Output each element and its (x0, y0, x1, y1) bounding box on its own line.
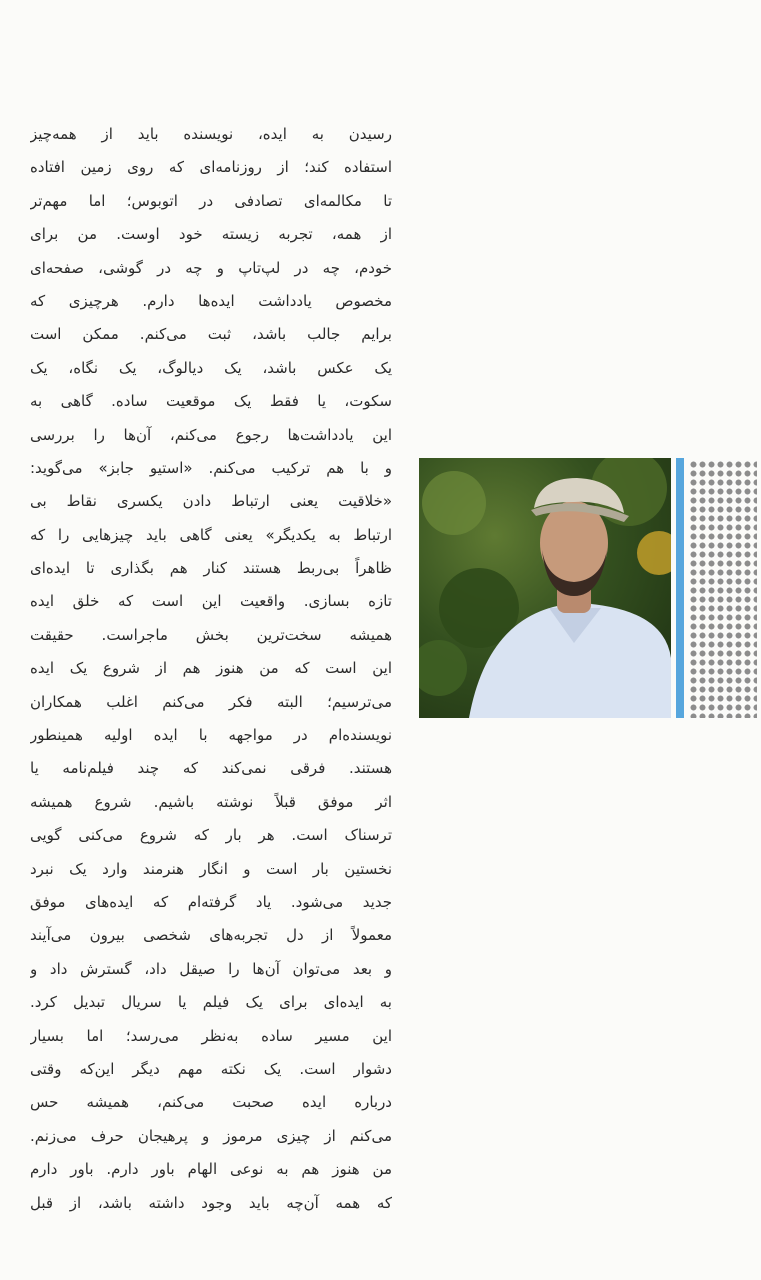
article-line: این است که من هنوز هم از شروع یک ایده (30, 659, 392, 678)
article-line: نویسنده‌ام در مواجهه با ایده اولیه همینطور (30, 726, 392, 745)
article-line: من هنوز هم به نوعی الهام باور دارم. باور دارم (30, 1160, 392, 1179)
article-line: اثر موفق قبلاً نوشته باشیم. شروع همیشه (30, 792, 392, 811)
article-line: «خلاقیت یعنی ارتباط دادن یکسری نقاط بی (30, 492, 392, 511)
article-line: تازه بسازی. واقعیت این است که خلق ایده (30, 592, 392, 611)
article-line: می‌ترسیم؛ البته فکر می‌کنم اغلب همکاران (30, 692, 392, 711)
article-line: برایم جالب باشد، ثبت می‌کنم. ممکن است (30, 325, 392, 344)
article-line: و بعد می‌توان آن‌ها را صیقل داد، گسترش داد و (30, 959, 392, 978)
article-line: خودم، چه در لپ‌تاپ و چه در گوشی، صفحه‌ای (30, 258, 392, 277)
article-line: همیشه سخت‌ترین بخش ماجراست. حقیقت (30, 625, 392, 644)
article-line: یک عکس باشد، یک دیالوگ، یک نگاه، یک (30, 358, 392, 377)
article-line: هستند. فرقی نمی‌کند که چند فیلم‌نامه یا (30, 759, 392, 778)
article-line: درباره ایده صحبت می‌کنم، همیشه حس (30, 1093, 392, 1112)
article-line: به ایده‌ای برای یک فیلم یا سریال تبدیل کرد. (30, 993, 392, 1012)
article-line: می‌کنم از چیزی مرموز و پرهیجان حرف می‌زنم. (30, 1126, 392, 1145)
author-photo (419, 458, 671, 718)
article-line: رسیدن به ایده، نویسنده باید از همه‌چیز (30, 125, 392, 143)
article-line: دشوار است. یک نکته مهم دیگر این‌که وقتی (30, 1059, 392, 1078)
article-line: تا مکالمه‌ای تصادفی در اتوبوس؛ اما مهم‌تر (30, 191, 392, 210)
article-line: ظاهراً بی‌ربط هستند کنار هم بگذاری تا ایده‌ای (30, 559, 392, 578)
article-line: این یادداشت‌ها رجوع می‌کنم، آن‌ها را بررسی (30, 425, 392, 444)
article-line: از همه، تجربه زیسته خود اوست. من برای (30, 225, 392, 244)
article-line: و با هم ترکیب می‌کنم. «استیو جابز» می‌گوید: (30, 458, 392, 477)
dot-grid-decoration (689, 460, 757, 718)
article-line: ترسناک است. هر بار که شروع می‌کنی گویی (30, 826, 392, 845)
article-body (30, 118, 392, 1220)
article-line: سکوت، یا فقط یک موقعیت ساده. گاهی به (30, 392, 392, 411)
author-photo-illustration (419, 458, 671, 718)
accent-bar (676, 458, 684, 718)
article-line: استفاده کند؛ از روزنامه‌ای که روی زمین افتاده (30, 158, 392, 177)
article-line: جدید می‌شود. یاد گرفته‌ام که ایده‌های موفق (30, 892, 392, 911)
article-line: نخستین بار است و انگار هنرمند وارد یک نبرد (30, 859, 392, 878)
article-line: این مسیر ساده به‌نظر می‌رسد؛ اما بسیار (30, 1026, 392, 1045)
article-line: مخصوص یادداشت ایده‌ها دارم. هرچیزی که (30, 291, 392, 310)
article-line: معمولاً از دل تجربه‌های شخصی بیرون می‌آیند (30, 926, 392, 945)
article-line: ارتباط به یکدیگر» یعنی گاهی باید چیزهایی را که (30, 525, 392, 544)
article-line: که همه آن‌چه باید وجود داشته باشد، از قبل (30, 1193, 392, 1212)
